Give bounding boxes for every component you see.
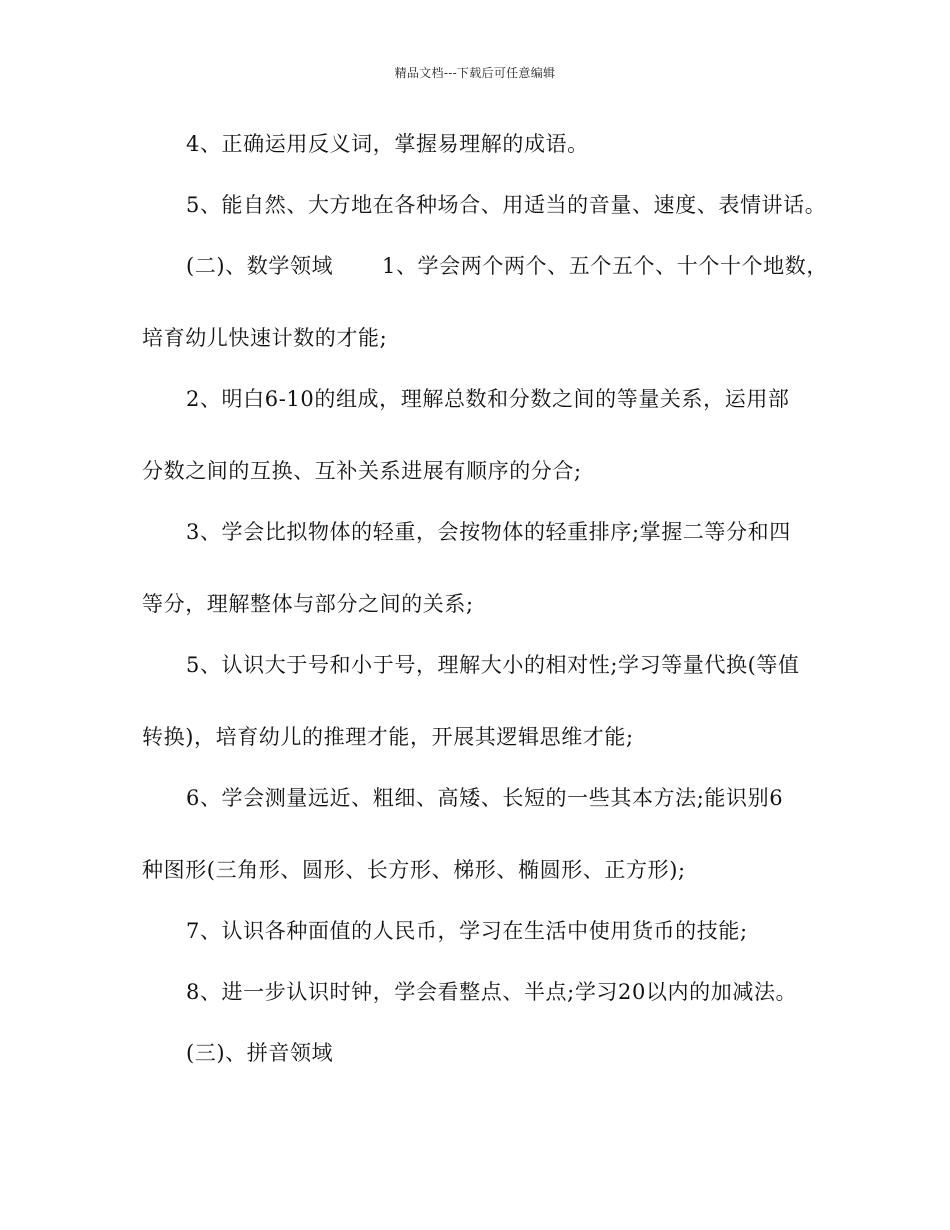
paragraph-line-item-5: 5、能自然、大方地在各种场合、用适当的音量、速度、表情讲话。 xyxy=(186,193,827,217)
page-header: 精品文档---下载后可任意编辑 xyxy=(394,66,556,80)
section-heading-pinyin: (三)、拼音领域 xyxy=(186,1041,334,1065)
paragraph-line-math-8: 8、进一步认识时钟，学会看整点、半点;学习20以内的加减法。 xyxy=(186,980,798,1004)
paragraph-line-math-3-cont: 等分，理解整体与部分之间的关系; xyxy=(142,592,474,616)
paragraph-line-math-5-cont: 转换)，培育幼儿的推理才能，开展其逻辑思维才能; xyxy=(142,725,634,749)
paragraph-line-item-4: 4、正确运用反义词，掌握易理解的成语。 xyxy=(186,132,589,156)
paragraph-line-math-1-cont: 培育幼儿快速计数的才能; xyxy=(142,326,388,350)
paragraph-line-math-6-cont: 种图形(三角形、圆形、长方形、梯形、椭圆形、正方形); xyxy=(142,858,686,882)
section-row-math xyxy=(186,254,828,278)
section-heading-math: (二)、数学领域 xyxy=(186,254,334,278)
paragraph-line-math-6: 6、学会测量远近、粗细、高矮、长短的一些其本方法;能识别6 xyxy=(186,786,784,810)
paragraph-line-math-5: 5、认识大于号和小于号，理解大小的相对性;学习等量代换(等值 xyxy=(186,653,800,677)
paragraph-line-math-2: 2、明白6-10的组成，理解总数和分数之间的等量关系，运用部 xyxy=(186,387,790,411)
paragraph-line-math-3: 3、学会比拟物体的轻重，会按物体的轻重排序;掌握二等分和四 xyxy=(186,520,791,544)
paragraph-line-math-2-cont: 分数之间的互换、互补关系进展有顺序的分合; xyxy=(142,459,582,483)
paragraph-line-math-7: 7、认识各种面值的人民币，学习在生活中使用货币的技能; xyxy=(186,919,748,943)
paragraph-line-math-1: 1、学会两个两个、五个五个、十个十个地数， xyxy=(382,254,828,278)
